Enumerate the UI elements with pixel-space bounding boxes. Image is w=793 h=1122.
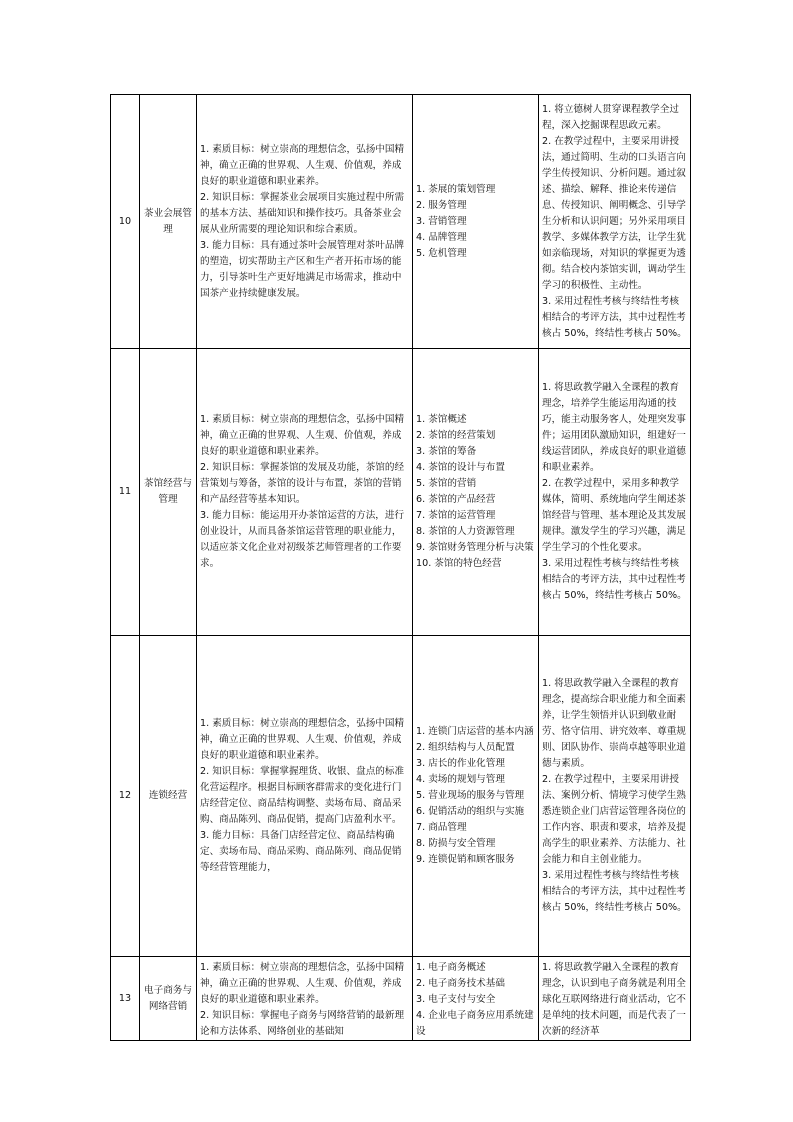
requirements-cell [539,957,691,1041]
content-item: 1. 连锁门店运营的基本内涵 [416,726,534,737]
course-goal: 2. 知识目标：掌握电子商务与网络营销的最新理论和方法体系、网络创业的基础知 [200,1009,405,1037]
content-item: 7. 商品管理 [416,822,467,833]
teaching-requirement: 1. 将思政教学融入全课程的教育理念，认识到电子商务就是利用全球化互联网络进行商业活动，它不是单纯的技术问题，而是代表了一次新的经济革 [542,961,686,1037]
content-item: 4. 卖场的规划与管理 [416,774,505,785]
course-goal: 1. 素质目标：树立崇高的理想信念，弘扬中国精神，确立正确的世界观、人生观、价值观，养成良好的职业道德和职业素养。 [200,414,405,457]
content-item: 8. 茶馆的人力资源管理 [416,526,515,537]
content-item: 6. 茶馆的产品经营 [416,494,496,505]
content-item: 4. 茶馆的设计与布置 [416,462,505,473]
teaching-requirement: 1. 将立德树人贯穿课程教学全过程，深入挖掘课程思政元素。 [542,103,679,131]
course-goal: 3. 能力目标：具备门店经营定位、商品结构确定、卖场布局、商品采购、商品陈列、商品促销等经营管理能力， [200,830,402,873]
requirements-cell [539,349,691,636]
course-table [110,94,691,1041]
goals-cell [197,95,413,349]
row-number: 12 [111,636,140,957]
content-item: 4. 企业电子商务应用系统建设 [416,1009,534,1037]
content-item: 9. 连锁促销和顾客服务 [416,854,515,865]
content-item: 3. 茶馆的筹备 [416,446,477,457]
course-name: 电子商务与网络营销 [140,957,197,1041]
course-goal: 3. 能力目标：具有通过茶叶会展管理对茶叶品牌的塑造，切实帮助主产区和生产者开拓市场的能力，引导茶叶生产更好地满足市场需求，推动中国茶产业持续健康发展。 [200,239,405,299]
requirements-cell [539,636,691,957]
course-goal: 1. 素质目标：树立崇高的理想信念，弘扬中国精神，确立正确的世界观、人生观、价值观，养成良好的职业道德和职业素养。 [200,143,405,187]
teaching-requirement: 1. 将思政教学融入全课程的教育理念，培养学生能运用沟通的技巧，能主动服务客人，处理突发事件；运用团队激励知识，组建好一线运营团队，养成良好的职业道德和职业素养。 [542,382,686,473]
table-row [111,95,691,349]
content-cell [413,957,539,1041]
course-name: 连锁经营 [140,636,197,957]
course-goal: 2. 知识目标：掌握茶业会展项目实施过程中所需的基本方法、基础知识和操作技巧。具备茶业会展从业所需要的理论知识和综合素质。 [200,191,405,235]
content-item: 2. 组织结构与人员配置 [416,742,515,753]
content-item: 2. 茶馆的经营策划 [416,430,496,441]
goals-cell [197,349,413,636]
content-item: 1. 电子商务概述 [416,961,486,973]
content-item: 5. 危机管理 [416,247,467,259]
teaching-requirement: 1. 将思政教学融入全课程的教育理念，提高综合职业能力和全面素养，让学生领悟并认识到敬业耐劳、恪守信用、讲究效率、尊重规则、团队协作、崇尚卓越等职业道德与素质。 [542,678,686,769]
content-item: 6. 促销活动的组织与实施 [416,806,525,817]
content-item: 10. 茶馆的特色经营 [416,558,502,569]
content-item: 2. 电子商务技术基础 [416,977,505,989]
teaching-requirement: 3. 采用过程性考核与终结性考核相结合的考评方法，其中过程性考核占 50%，终结性考核占 50%。 [542,558,687,601]
content-item: 7. 茶馆的运营管理 [416,510,496,521]
row-number: 10 [111,95,140,349]
goals-cell [197,957,413,1041]
teaching-requirement: 2. 在教学过程中，采用多种教学媒体，简明、系统地向学生阐述茶馆经营与管理、基本理论及其发展规律。激发学生的学习兴趣，满足学生学习的个性化要求。 [542,478,686,553]
row-number: 13 [111,957,140,1041]
content-item: 4. 品牌管理 [416,231,467,243]
teaching-requirement: 2. 在教学过程中，主要采用讲授法，通过简明、生动的口头语言向学生传授知识、分析问题。通过叙述、描绘、解释、推论来传递信息、传授知识、阐明概念、引导学生分析和认识问题；另外采用项目教学、多媒体教学方法，让学生犹如亲临现场，对知识的掌握更为透彻。结合校内茶馆实训，调动学生学习的积极性、主动性。 [542,135,686,291]
teaching-requirement: 3. 采用过程性考核与终结性考核相结合的考评方法，其中过程性考核占 50%，终结性考核占 50%。 [542,870,687,913]
content-cell [413,95,539,349]
content-item: 9. 茶馆财务管理分析与决策 [416,542,534,553]
content-item: 3. 营销管理 [416,215,467,227]
requirements-cell [539,95,691,349]
content-item: 3. 店长的作业化管理 [416,758,505,769]
content-item: 2. 服务管理 [416,199,467,211]
content-item: 3. 电子支付与安全 [416,993,496,1005]
course-goal: 2. 知识目标：掌握掌握理货、收银、盘点的标准化营运程序。根据目标顾客群需求的变化进行门店经营定位、商品结构调整、卖场布局、商品采购、商品陈列、商品促销，提高门店盈利水平。 [200,766,405,825]
course-goal: 1. 素质目标：树立崇高的理想信念，弘扬中国精神，确立正确的世界观、人生观、价值观，养成良好的职业道德和职业素养。 [200,961,405,1005]
content-item: 1. 茶展的策划管理 [416,183,496,195]
table-row [111,636,691,957]
table-row [111,349,691,636]
course-goal: 1. 素质目标：树立崇高的理想信念，弘扬中国精神，确立正确的世界观、人生观、价值观，养成良好的职业道德和职业素养。 [200,718,405,761]
content-item: 5. 茶馆的营销 [416,478,477,489]
row-number: 11 [111,349,140,636]
goals-cell [197,636,413,957]
content-cell [413,349,539,636]
course-goal: 2. 知识目标：掌握茶馆的发展及功能，茶馆的经营策划与筹备，茶馆的设计与布置，茶馆的营销和产品经营等基本知识。 [200,462,405,505]
content-item: 5. 营业现场的服务与管理 [416,790,525,801]
teaching-requirement: 2. 在教学过程中，主要采用讲授法、案例分析、情境学习使学生熟悉连锁企业门店营运管理各岗位的工作内容、职责和要求，培养及提高学生的职业素养、方法能力、社会能力和自主创业能力。 [542,774,686,865]
course-goal: 3. 能力目标：能运用开办茶馆运营的方法，进行创业设计，从而具备茶馆运营管理的职业能力，以适应茶文化企业对初级茶艺师管理者的工作要求。 [200,510,405,569]
teaching-requirement: 3. 采用过程性考核与终结性考核相结合的考评方法，其中过程性考核占 50%，终结性考核占 50%。 [542,295,687,339]
content-item: 1. 茶馆概述 [416,414,467,425]
content-cell [413,636,539,957]
course-name: 茶业会展管理 [140,95,197,349]
course-name: 茶馆经营与管理 [140,349,197,636]
table-row [111,957,691,1041]
content-item: 8. 防损与安全管理 [416,838,496,849]
